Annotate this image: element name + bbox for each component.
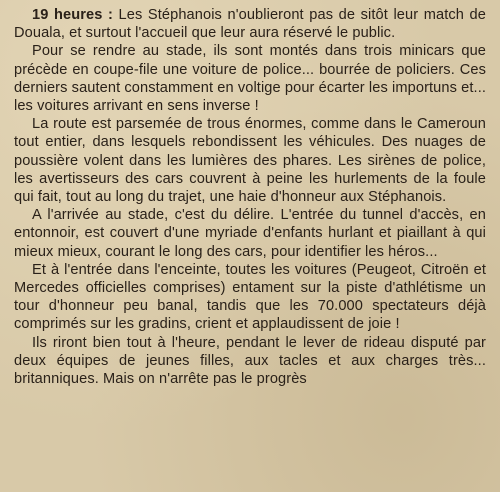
article-paragraph-5: Et à l'entrée dans l'enceinte, toutes les voitures (Peugeot, Citroën et Mercedes officielles comprises) entament sur la piste d'athlétisme un tour d'honneur peu banal, tandis que les 70.000 spectateurs déjà comprimés sur les gradins, crient et applaudissent de joie ! [14,261,486,333]
article-paragraph-6: Ils riront bien tout à l'heure, pendant le lever de rideau disputé par deux équipes de jeunes filles, aux tacles et aux charges très... britanniques. Mais on n'arrête pas le progrès [14,334,486,388]
article-kicker: 19 heures : [32,7,113,23]
article-body [14,6,486,388]
article-paragraph-1 [14,6,486,42]
article-paragraph-4: A l'arrivée au stade, c'est du délire. L'entrée du tunnel d'accès, en entonnoir, est couvert d'une myriade d'enfants hurlant et piaillant à qui mieux mieux, courant le long des cars, pour identifier les héros... [14,207,486,260]
article-paragraph-3: La route est parsemée de trous énormes, comme dans le Cameroun tout entier, dans lesquels rebondissent les véhicules. Des nuages de poussière volent dans les lumières des phares. Les sirènes de police, les avertisseurs des cars couvrent à peine les hurlements de la foule qui fait, tout au long du trajet, une haie d'honneur aux Stéphanois. [14,116,486,206]
paragraph-text: Les Stéphanois n'oublieront pas de sitôt leur match de Douala, et surtout l'accueil que leur aura réservé le public. [14,7,486,42]
article-paragraph-2: Pour se rendre au stade, ils sont montés dans trois minicars que précède en coupe-file une voiture de police... bourrée de policiers. Ces derniers sautent constamment en voltige pour écarter les importuns et... les voitures arrivant en sens inverse ! [14,43,486,115]
